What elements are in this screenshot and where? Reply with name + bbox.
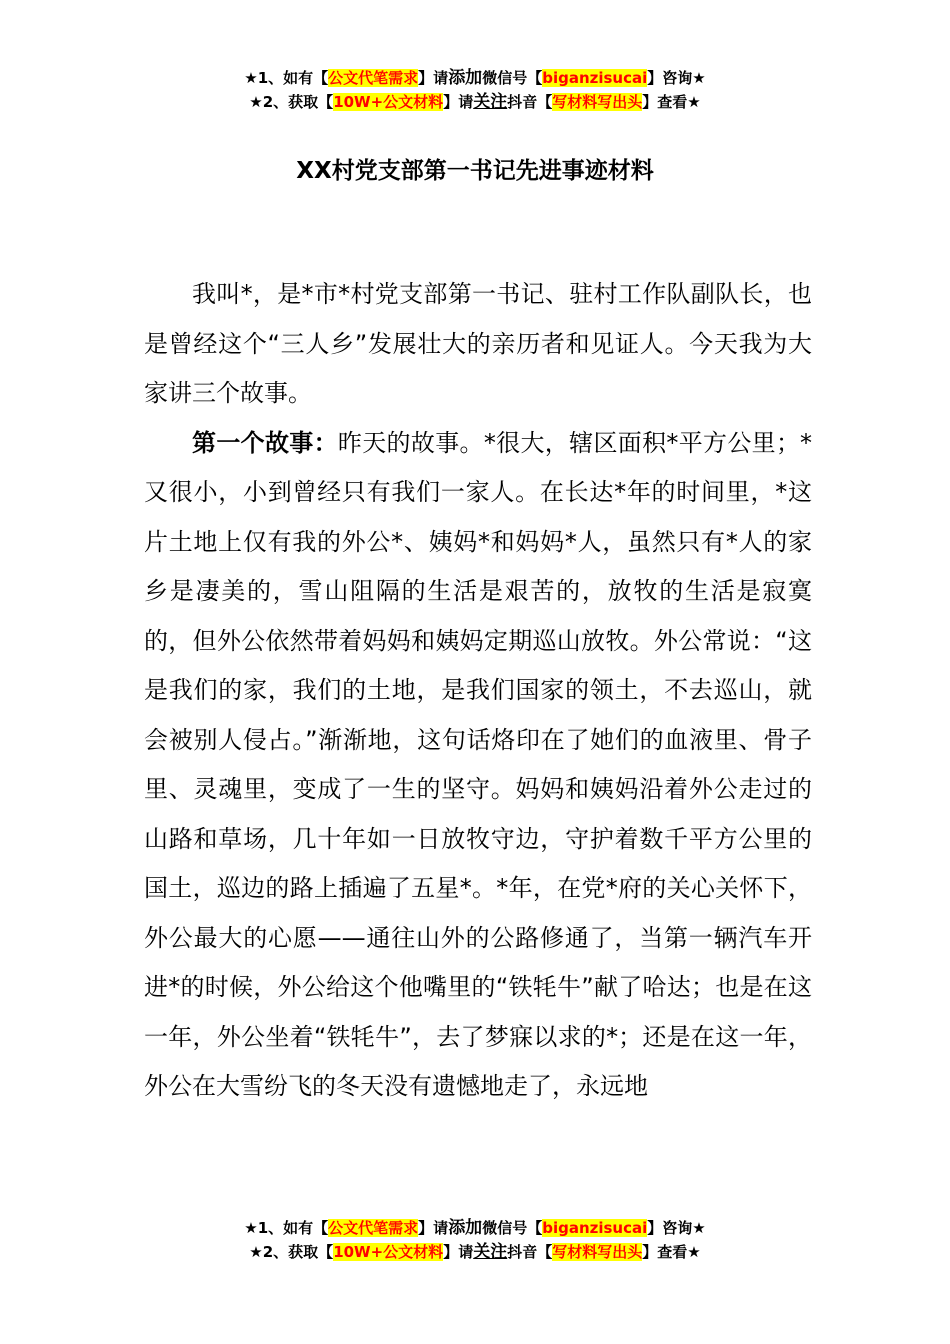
banner-text: 】请 xyxy=(443,93,474,111)
banner-text: 微信号【 xyxy=(482,69,543,87)
paragraph-story-one xyxy=(144,419,812,1112)
banner-highlight: 公文代笔需求 xyxy=(328,1219,419,1237)
banner-highlight: 10W+公文材料 xyxy=(333,1243,444,1261)
banner-text: 微信号【 xyxy=(482,1219,543,1237)
banner-text: 】咨询★ xyxy=(647,69,706,87)
banner-text: ★2、获取【 xyxy=(249,93,334,111)
paragraph-text: 昨天的故事。*很大，辖区面积*平方公里；*又很小，小到曾经只有我们一家人。在长达*年的时间里，*这片土地上仅有我的外公*、姨妈*和妈妈*人，虽然只有*人的家乡是凄美的，雪山阻隔的生活是艰苦的，放牧的生活是寂寞的，但外公依然带着妈妈和姨妈定期巡山放牧。外公常说：“这是我们的家，我们的土地，是我们国家的领土，不去巡山，就会被别人侵占。”渐渐地，这句话烙印在了她们的血液里、骨子里、灵魂里，变成了一生的坚守。妈妈和姨妈沿着外公走过的山路和草场，几十年如一日放牧守边，守护着数千平方公里的国土，巡边的路上插遍了五星*。*年，在党*府的关心关怀下，外公最大的心愿——通往山外的公路修通了，当第一辆汽车开进*的时候，外公给这个他嘴里的“铁牦牛”献了哈达；也是在这一年，外公坐着“铁牦牛”，去了梦寐以求的*；还是在这一年，外公在大雪纷飞的冬天没有遗憾地走了，永远地 xyxy=(144,428,813,1100)
paragraph-intro: 我叫*，是*市*村党支部第一书记、驻村工作队副队长，也是曾经这个“三人乡”发展壮大的亲历者和见证人。今天我为大家讲三个故事。 xyxy=(144,280,812,407)
document-body xyxy=(144,270,812,1112)
banner-text: ★1、如有【 xyxy=(244,69,329,87)
banner-line-2 xyxy=(0,90,950,114)
banner-line-1 xyxy=(0,1216,950,1240)
banner-line-1 xyxy=(0,66,950,90)
banner-text: ★1、如有【 xyxy=(244,1219,329,1237)
banner-emphasis: 添加 xyxy=(448,68,483,88)
banner-text: 】咨询★ xyxy=(647,1219,706,1237)
banner-emphasis: 关注 xyxy=(473,1242,508,1262)
banner-text: 】查看★ xyxy=(642,93,701,111)
paragraph-lead: 第一个故事： xyxy=(192,428,338,457)
banner-text: 抖音【 xyxy=(507,1243,553,1261)
banner-line-2 xyxy=(0,1240,950,1264)
banner-emphasis: 添加 xyxy=(448,1218,483,1238)
banner-highlight: 写材料写出头 xyxy=(552,1243,643,1261)
banner-highlight: biganzisucai xyxy=(542,1219,648,1237)
footer-banner xyxy=(0,1216,950,1264)
banner-text: 】请 xyxy=(418,1219,449,1237)
document-title: XX村党支部第一书记先进事迹材料 xyxy=(296,158,654,184)
banner-text: 】请 xyxy=(418,69,449,87)
banner-text: 抖音【 xyxy=(507,93,553,111)
banner-highlight: 写材料写出头 xyxy=(552,93,643,111)
banner-highlight: biganzisucai xyxy=(542,69,648,87)
banner-text: ★2、获取【 xyxy=(249,1243,334,1261)
banner-text: 】查看★ xyxy=(642,1243,701,1261)
header-banner xyxy=(0,66,950,114)
banner-emphasis: 关注 xyxy=(473,92,508,112)
banner-text: 】请 xyxy=(443,1243,474,1261)
banner-highlight: 公文代笔需求 xyxy=(328,69,419,87)
banner-highlight: 10W+公文材料 xyxy=(333,93,444,111)
